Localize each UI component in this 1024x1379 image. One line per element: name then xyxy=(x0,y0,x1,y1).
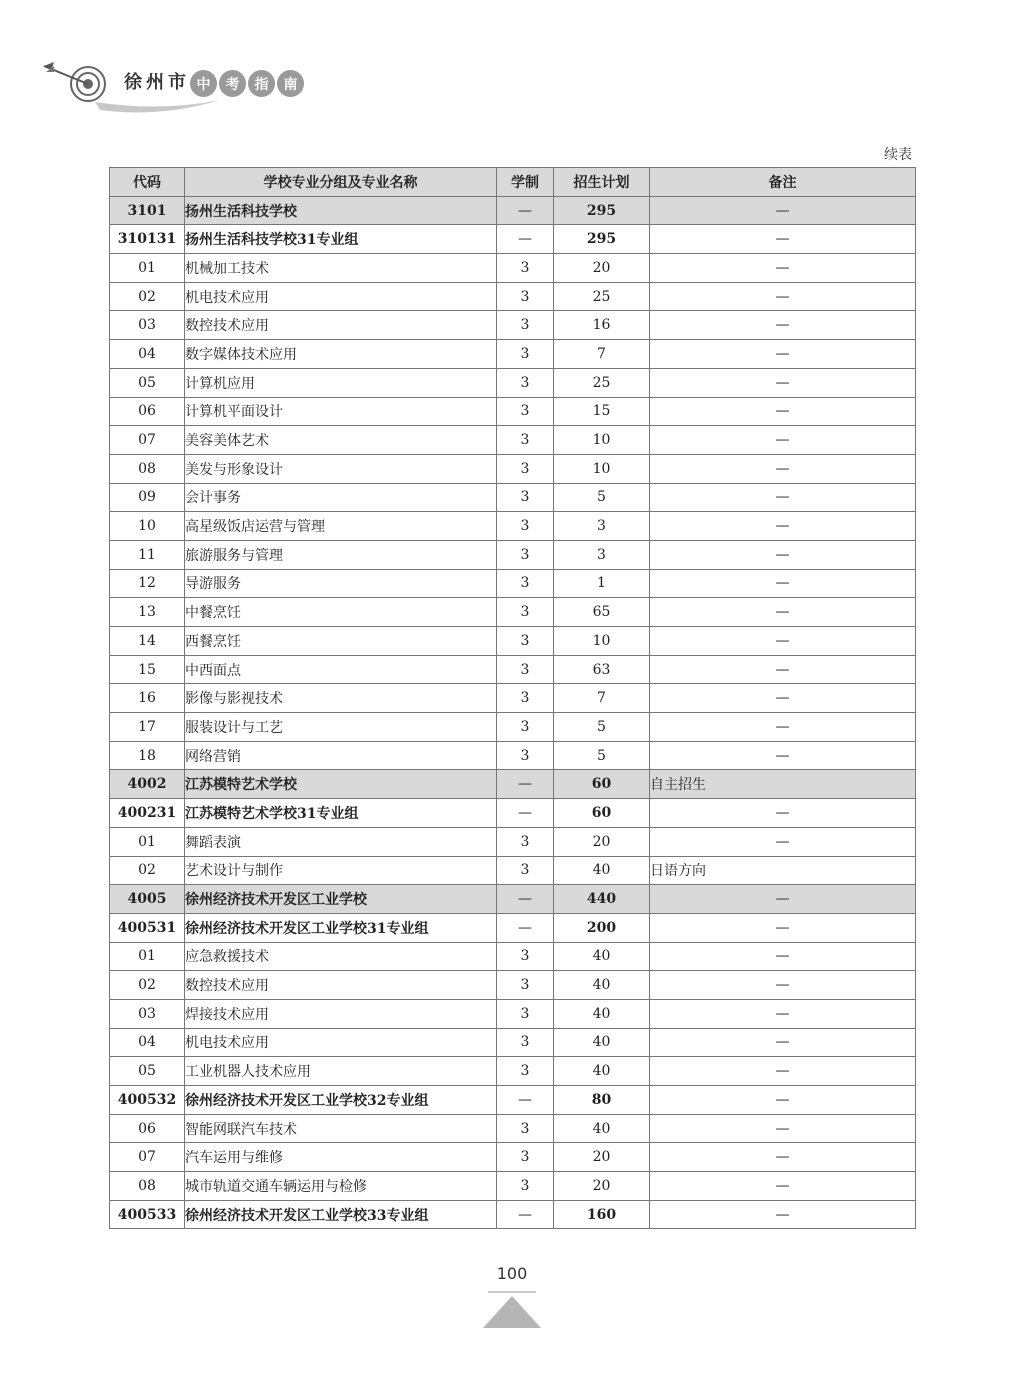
table-row xyxy=(110,368,916,397)
cell-code: 3101 xyxy=(110,196,185,225)
cell-years: 3 xyxy=(497,971,554,1000)
cell-code: 17 xyxy=(110,713,185,742)
cell-plan: 40 xyxy=(554,1057,650,1086)
cell-name: 工业机器人技术应用 xyxy=(185,1057,497,1086)
continued-label: 续表 xyxy=(884,147,912,163)
cell-name: 计算机应用 xyxy=(185,368,497,397)
cell-years: 3 xyxy=(497,397,554,426)
cell-name: 智能网联汽车技术 xyxy=(185,1114,497,1143)
cell-note: — xyxy=(650,942,916,971)
cell-years: 3 xyxy=(497,856,554,885)
table-header-row xyxy=(110,168,916,197)
cell-note: — xyxy=(650,827,916,856)
cell-name: 机电技术应用 xyxy=(185,1028,497,1057)
cell-name: 高星级饭店运营与管理 xyxy=(185,512,497,541)
cell-note: — xyxy=(650,368,916,397)
cell-name: 计算机平面设计 xyxy=(185,397,497,426)
cell-name: 徐州经济技术开发区工业学校 xyxy=(185,885,497,914)
table-row xyxy=(110,311,916,340)
cell-plan: 60 xyxy=(554,770,650,799)
cell-plan: 40 xyxy=(554,942,650,971)
table-row xyxy=(110,770,916,799)
cell-note: — xyxy=(650,971,916,1000)
cell-plan: 15 xyxy=(554,397,650,426)
cell-code: 10 xyxy=(110,512,185,541)
cell-code: 4002 xyxy=(110,770,185,799)
cell-code: 16 xyxy=(110,684,185,713)
cell-plan: 200 xyxy=(554,913,650,942)
cell-code: 09 xyxy=(110,483,185,512)
table-row xyxy=(110,942,916,971)
cell-code: 15 xyxy=(110,655,185,684)
column-header-note: 备注 xyxy=(650,168,916,197)
cell-note: — xyxy=(650,512,916,541)
cell-code: 12 xyxy=(110,569,185,598)
guide-badge: 指 xyxy=(248,70,275,97)
cell-years: 3 xyxy=(497,311,554,340)
guide-badge: 南 xyxy=(277,70,304,97)
cell-code: 04 xyxy=(110,340,185,369)
cell-name: 汽车运用与维修 xyxy=(185,1143,497,1172)
cell-note: — xyxy=(650,885,916,914)
table-row xyxy=(110,1114,916,1143)
cell-code: 04 xyxy=(110,1028,185,1057)
cell-plan: 16 xyxy=(554,311,650,340)
column-header-name: 学校专业分组及专业名称 xyxy=(185,168,497,197)
cell-code: 11 xyxy=(110,540,185,569)
cell-name: 扬州生活科技学校31专业组 xyxy=(185,225,497,254)
cell-code: 07 xyxy=(110,426,185,455)
cell-code: 01 xyxy=(110,827,185,856)
cell-code: 02 xyxy=(110,282,185,311)
cell-years: 3 xyxy=(497,684,554,713)
cell-years: 3 xyxy=(497,483,554,512)
cell-years: 3 xyxy=(497,340,554,369)
table-body xyxy=(110,196,916,1229)
cell-name: 西餐烹饪 xyxy=(185,627,497,656)
cell-note: — xyxy=(650,713,916,742)
table-row xyxy=(110,254,916,283)
cell-name: 中餐烹饪 xyxy=(185,598,497,627)
cell-note: — xyxy=(650,1086,916,1115)
table-row xyxy=(110,971,916,1000)
cell-code: 4005 xyxy=(110,885,185,914)
table-row xyxy=(110,569,916,598)
cell-plan: 10 xyxy=(554,454,650,483)
cell-note: — xyxy=(650,540,916,569)
cell-name: 数控技术应用 xyxy=(185,311,497,340)
cell-name: 焊接技术应用 xyxy=(185,999,497,1028)
cell-code: 06 xyxy=(110,397,185,426)
cell-name: 旅游服务与管理 xyxy=(185,540,497,569)
cell-years: 3 xyxy=(497,1028,554,1057)
table-row xyxy=(110,856,916,885)
cell-plan: 63 xyxy=(554,655,650,684)
cell-name: 江苏模特艺术学校31专业组 xyxy=(185,799,497,828)
cell-note: — xyxy=(650,913,916,942)
cell-plan: 10 xyxy=(554,627,650,656)
cell-years: 3 xyxy=(497,627,554,656)
cell-name: 服装设计与工艺 xyxy=(185,713,497,742)
table-row xyxy=(110,397,916,426)
cell-note: — xyxy=(650,655,916,684)
cell-name: 影像与影视技术 xyxy=(185,684,497,713)
cell-years: 3 xyxy=(497,254,554,283)
enrollment-table xyxy=(109,167,916,1229)
cell-years: 3 xyxy=(497,1172,554,1201)
cell-years: — xyxy=(497,1200,554,1229)
cell-code: 08 xyxy=(110,454,185,483)
cell-years: 3 xyxy=(497,1143,554,1172)
table-row xyxy=(110,340,916,369)
table-row xyxy=(110,196,916,225)
cell-code: 03 xyxy=(110,311,185,340)
cell-years: — xyxy=(497,1086,554,1115)
column-header-years: 学制 xyxy=(497,168,554,197)
cell-years: 3 xyxy=(497,540,554,569)
cell-plan: 3 xyxy=(554,540,650,569)
cell-code: 06 xyxy=(110,1114,185,1143)
table-row xyxy=(110,885,916,914)
cell-code: 02 xyxy=(110,856,185,885)
cell-years: 3 xyxy=(497,999,554,1028)
cell-code: 400231 xyxy=(110,799,185,828)
cell-years: 3 xyxy=(497,512,554,541)
cell-plan: 40 xyxy=(554,999,650,1028)
table-row xyxy=(110,1057,916,1086)
cell-name: 徐州经济技术开发区工业学校33专业组 xyxy=(185,1200,497,1229)
cell-plan: 5 xyxy=(554,741,650,770)
cell-name: 数控技术应用 xyxy=(185,971,497,1000)
table-row xyxy=(110,225,916,254)
cell-name: 美容美体艺术 xyxy=(185,426,497,455)
cell-plan: 65 xyxy=(554,598,650,627)
cell-years: — xyxy=(497,770,554,799)
cell-note: — xyxy=(650,741,916,770)
cell-plan: 5 xyxy=(554,713,650,742)
cell-name: 江苏模特艺术学校 xyxy=(185,770,497,799)
cell-years: 3 xyxy=(497,741,554,770)
cell-name: 艺术设计与制作 xyxy=(185,856,497,885)
cell-code: 01 xyxy=(110,254,185,283)
cell-note: — xyxy=(650,225,916,254)
cell-note: — xyxy=(650,1172,916,1201)
cell-years: — xyxy=(497,196,554,225)
cell-code: 14 xyxy=(110,627,185,656)
table-row xyxy=(110,598,916,627)
header-guide-badges xyxy=(190,70,304,97)
cell-note: — xyxy=(650,397,916,426)
cell-plan: 7 xyxy=(554,684,650,713)
cell-plan: 160 xyxy=(554,1200,650,1229)
cell-years: 3 xyxy=(497,1057,554,1086)
table-row xyxy=(110,454,916,483)
table-row xyxy=(110,913,916,942)
cell-note: — xyxy=(650,799,916,828)
cell-note: — xyxy=(650,627,916,656)
cell-code: 07 xyxy=(110,1143,185,1172)
cell-plan: 40 xyxy=(554,971,650,1000)
guide-badge: 考 xyxy=(219,70,246,97)
cell-plan: 20 xyxy=(554,827,650,856)
page-triangle-icon xyxy=(483,1290,541,1330)
cell-years: 3 xyxy=(497,282,554,311)
cell-years: — xyxy=(497,799,554,828)
column-header-plan: 招生计划 xyxy=(554,168,650,197)
cell-code: 05 xyxy=(110,1057,185,1086)
cell-name: 数字媒体技术应用 xyxy=(185,340,497,369)
table-row xyxy=(110,1086,916,1115)
cell-plan: 25 xyxy=(554,368,650,397)
cell-code: 08 xyxy=(110,1172,185,1201)
cell-code: 400532 xyxy=(110,1086,185,1115)
table-row xyxy=(110,713,916,742)
cell-name: 城市轨道交通车辆运用与检修 xyxy=(185,1172,497,1201)
cell-years: 3 xyxy=(497,655,554,684)
cell-name: 徐州经济技术开发区工业学校32专业组 xyxy=(185,1086,497,1115)
cell-name: 扬州生活科技学校 xyxy=(185,196,497,225)
cell-code: 01 xyxy=(110,942,185,971)
table-row xyxy=(110,512,916,541)
cell-name: 舞蹈表演 xyxy=(185,827,497,856)
table-row xyxy=(110,655,916,684)
cell-name: 机电技术应用 xyxy=(185,282,497,311)
table-row xyxy=(110,1200,916,1229)
table-row xyxy=(110,1143,916,1172)
cell-note: — xyxy=(650,1114,916,1143)
cell-name: 应急救援技术 xyxy=(185,942,497,971)
cell-plan: 5 xyxy=(554,483,650,512)
cell-code: 400531 xyxy=(110,913,185,942)
cell-note: — xyxy=(650,311,916,340)
cell-plan: 20 xyxy=(554,1172,650,1201)
cell-note: — xyxy=(650,483,916,512)
cell-code: 05 xyxy=(110,368,185,397)
table-row xyxy=(110,1028,916,1057)
table-row xyxy=(110,684,916,713)
cell-plan: 60 xyxy=(554,799,650,828)
cell-name: 会计事务 xyxy=(185,483,497,512)
cell-name: 美发与形象设计 xyxy=(185,454,497,483)
cell-code: 400533 xyxy=(110,1200,185,1229)
table-row xyxy=(110,741,916,770)
cell-plan: 440 xyxy=(554,885,650,914)
cell-plan: 3 xyxy=(554,512,650,541)
cell-years: — xyxy=(497,225,554,254)
table-row xyxy=(110,426,916,455)
table-row xyxy=(110,827,916,856)
cell-note: 自主招生 xyxy=(650,770,916,799)
page-number: 100 xyxy=(496,1264,528,1283)
table-row xyxy=(110,1172,916,1201)
table-row xyxy=(110,540,916,569)
cell-code: 03 xyxy=(110,999,185,1028)
cell-note: — xyxy=(650,1143,916,1172)
cell-years: 3 xyxy=(497,942,554,971)
cell-years: — xyxy=(497,885,554,914)
cell-plan: 7 xyxy=(554,340,650,369)
cell-note: — xyxy=(650,340,916,369)
table-row xyxy=(110,627,916,656)
cell-years: 3 xyxy=(497,426,554,455)
cell-name: 网络营销 xyxy=(185,741,497,770)
cell-note: — xyxy=(650,1200,916,1229)
cell-name: 中西面点 xyxy=(185,655,497,684)
cell-code: 13 xyxy=(110,598,185,627)
cell-years: — xyxy=(497,913,554,942)
cell-note: — xyxy=(650,426,916,455)
cell-note: — xyxy=(650,282,916,311)
cell-plan: 25 xyxy=(554,282,650,311)
cell-plan: 40 xyxy=(554,1028,650,1057)
cell-years: 3 xyxy=(497,827,554,856)
cell-plan: 295 xyxy=(554,196,650,225)
cell-plan: 80 xyxy=(554,1086,650,1115)
cell-note: — xyxy=(650,684,916,713)
cell-years: 3 xyxy=(497,368,554,397)
cell-years: 3 xyxy=(497,1114,554,1143)
cell-note: — xyxy=(650,1028,916,1057)
cell-years: 3 xyxy=(497,598,554,627)
cell-code: 310131 xyxy=(110,225,185,254)
cell-years: 3 xyxy=(497,713,554,742)
cell-code: 02 xyxy=(110,971,185,1000)
table-row xyxy=(110,483,916,512)
cell-note: — xyxy=(650,454,916,483)
header-city-title: 徐州市 xyxy=(124,72,190,93)
table-row xyxy=(110,282,916,311)
cell-note: — xyxy=(650,196,916,225)
cell-years: 3 xyxy=(497,569,554,598)
cell-name: 机械加工技术 xyxy=(185,254,497,283)
cell-plan: 20 xyxy=(554,1143,650,1172)
cell-plan: 40 xyxy=(554,856,650,885)
guide-badge: 中 xyxy=(190,70,217,97)
cell-note: — xyxy=(650,999,916,1028)
cell-name: 导游服务 xyxy=(185,569,497,598)
table-row xyxy=(110,999,916,1028)
cell-name: 徐州经济技术开发区工业学校31专业组 xyxy=(185,913,497,942)
cell-note: — xyxy=(650,569,916,598)
cell-plan: 295 xyxy=(554,225,650,254)
cell-plan: 20 xyxy=(554,254,650,283)
column-header-code: 代码 xyxy=(110,168,185,197)
cell-plan: 1 xyxy=(554,569,650,598)
cell-plan: 40 xyxy=(554,1114,650,1143)
cell-note: — xyxy=(650,254,916,283)
cell-note: — xyxy=(650,1057,916,1086)
table-row xyxy=(110,799,916,828)
cell-code: 18 xyxy=(110,741,185,770)
cell-years: 3 xyxy=(497,454,554,483)
cell-note: — xyxy=(650,598,916,627)
cell-note: 日语方向 xyxy=(650,856,916,885)
cell-plan: 10 xyxy=(554,426,650,455)
